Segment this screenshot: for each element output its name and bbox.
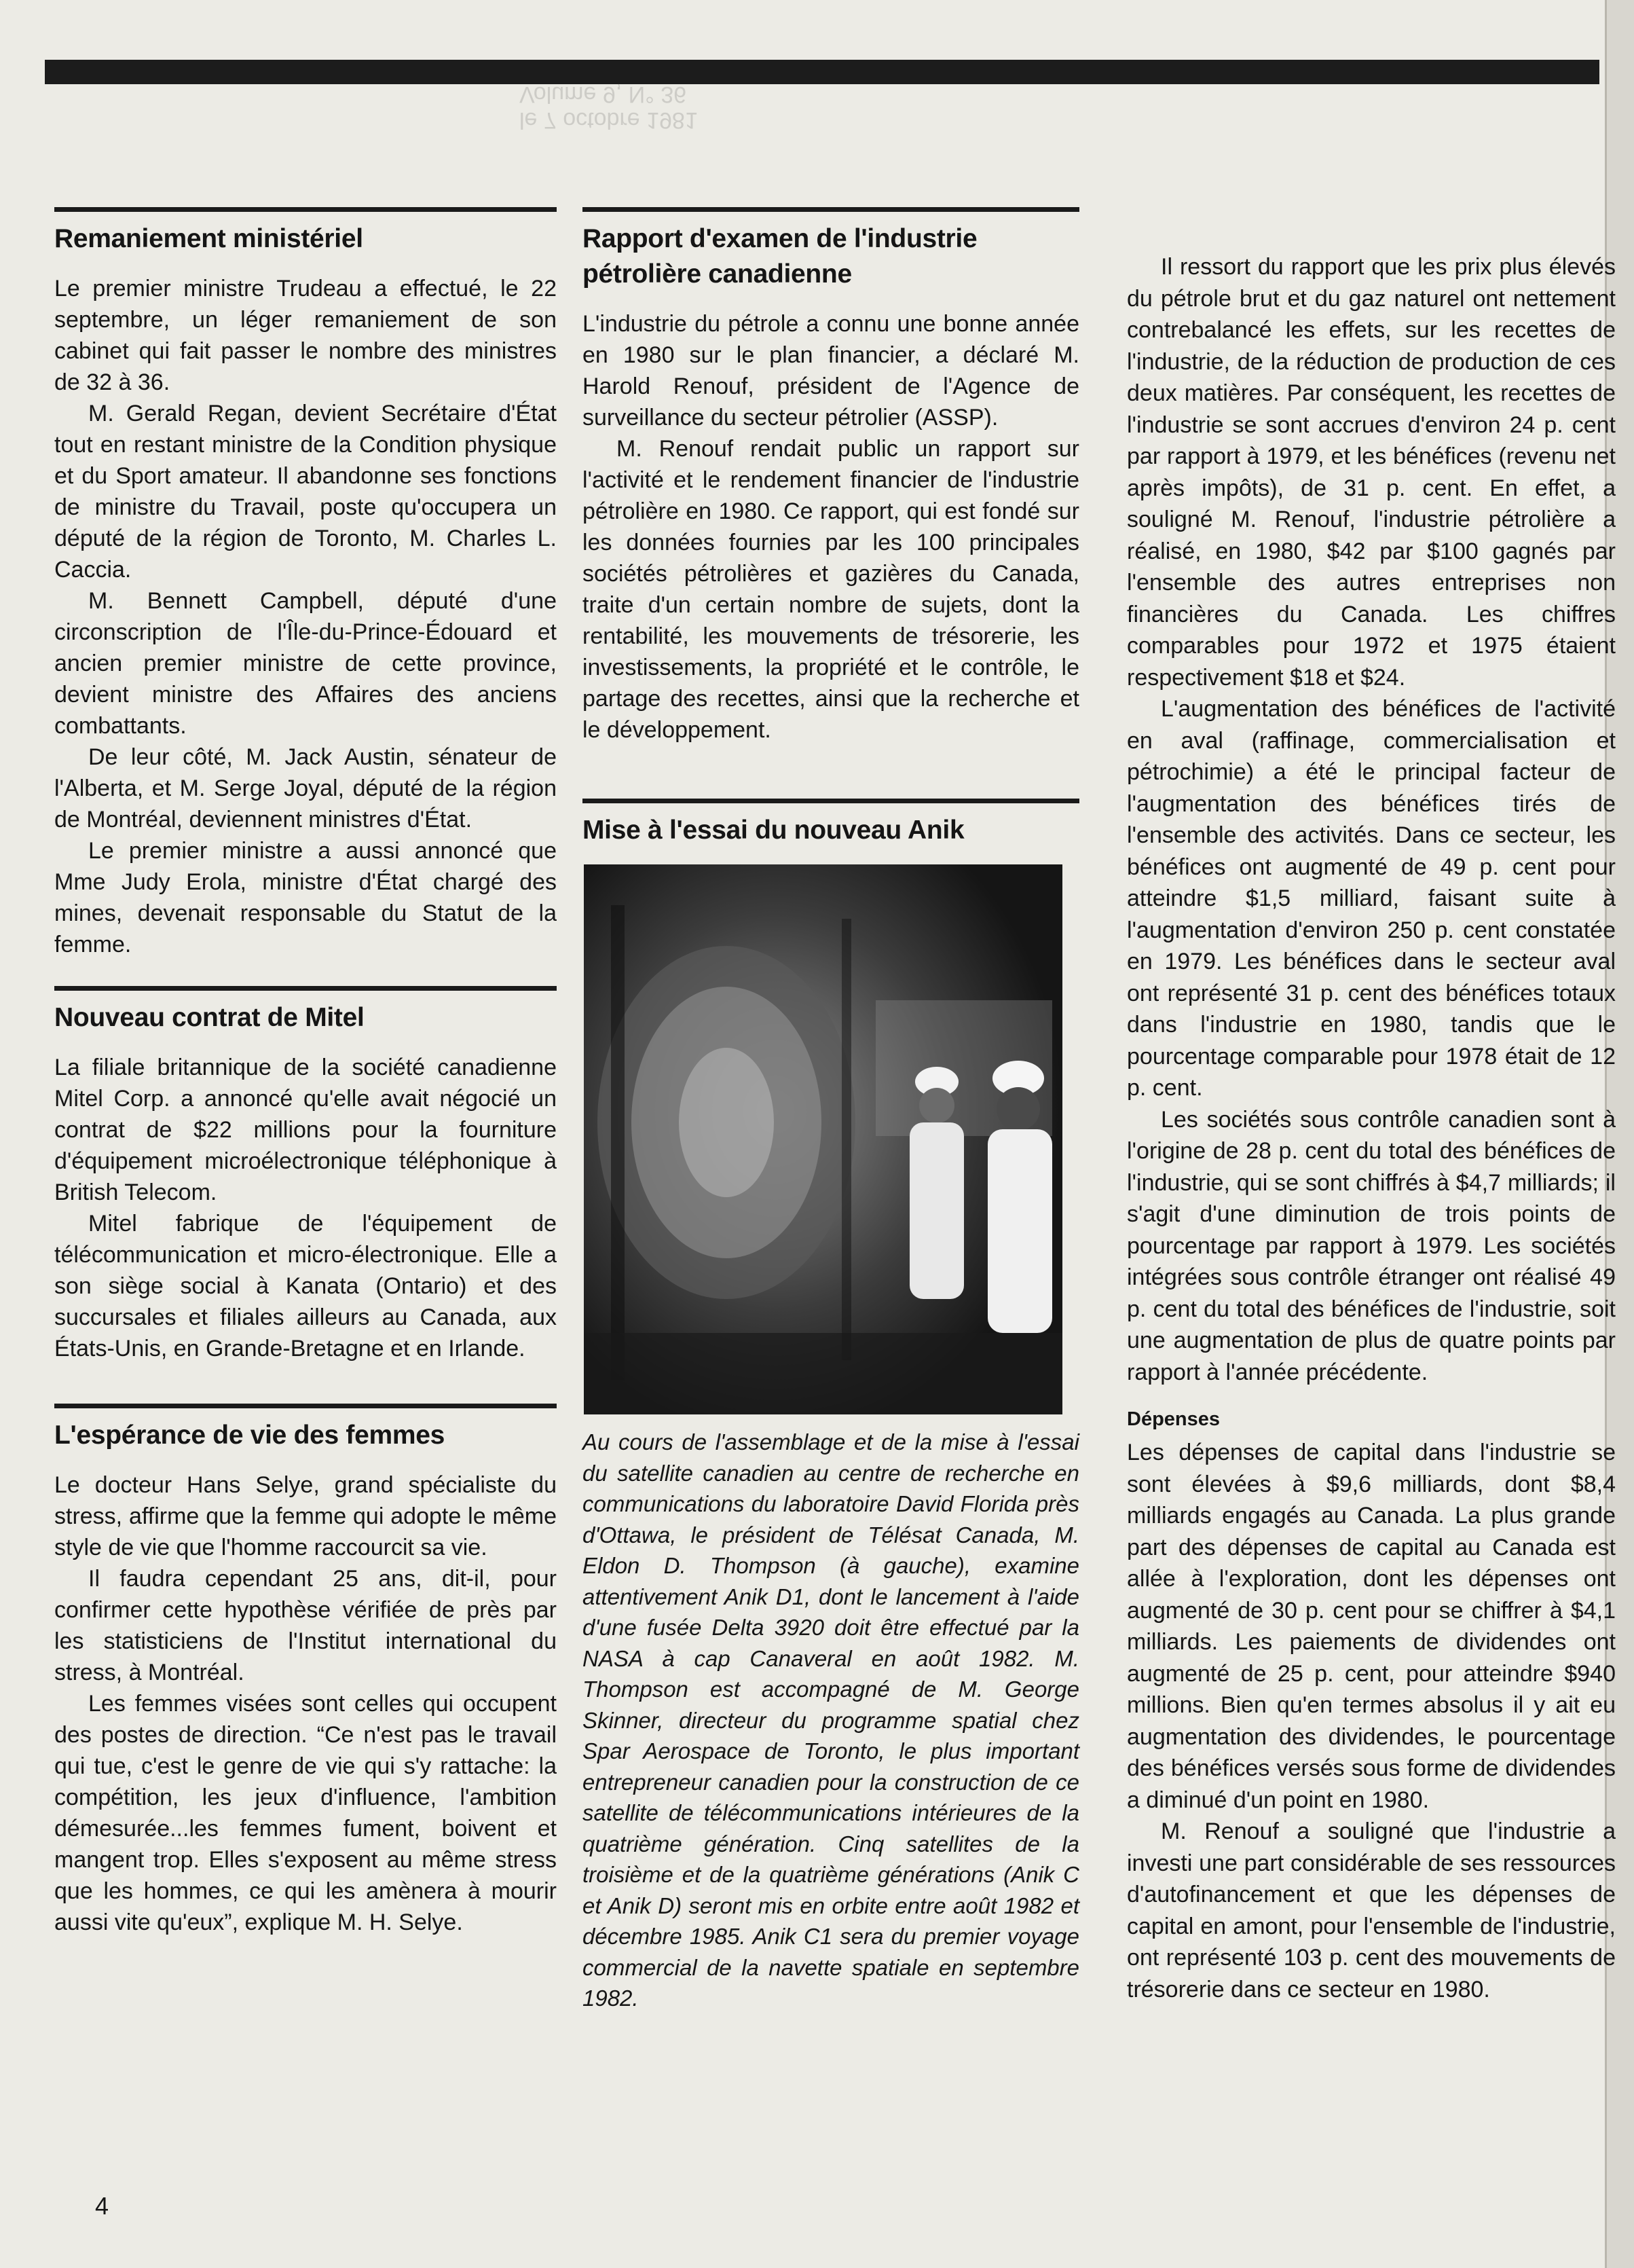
- article-title: Rapport d'examen de l'industrie pétrolière canadienne: [582, 224, 978, 289]
- article-mitel: [54, 986, 557, 1364]
- paragraph: Les femmes visées sont celles qui occupent des postes de direction. “Ce n'est pas le travail qui tue, c'est le genre de vie qui s'y rattache: la compétition, les jeux d'influence, l'ambition démesurée...les femmes fument, boivent et mangent trop. Elles s'exposent au même stress que les hommes, ce qui les amènera à mourir aussi vite qu'eux”, explique M. H. Selye.: [54, 1691, 557, 1935]
- satellite-photo: [584, 864, 1062, 1414]
- column-right: [1127, 251, 1616, 2005]
- section-rule: [582, 207, 1079, 212]
- bleed-through-text: [519, 81, 859, 217]
- section-rule: [54, 207, 557, 212]
- article-anik: [582, 799, 1079, 2014]
- paragraph: M. Gerald Regan, devient Secrétaire d'État tout en restant ministre de la Condition physique et du Sport amateur. Il abandonne ses fonctions de ministre du Travail, poste qu'occupera un député de la région de Toronto, M. Charles L. Caccia.: [54, 401, 557, 583]
- article-title: Mise à l'essai du nouveau Anik: [582, 816, 965, 845]
- photo-caption: Au cours de l'assemblage et de la mise à l'essai du satellite canadien au centre de recherche en communications du laboratoire David Florida près d'Ottawa, le président de Télésat Canada, M. Eldon D. Thompson (à gauche), examine attentivement Anik D1, dont le lancement à l'aide d'une fusée Delta 3920 doit être effectué par la NASA à cap Canaveral en août 1982. M. Thompson est accompagné de M. George Skinner, directeur du programme spatial chez Spar Aerospace de Toronto, le plus important entrepreneur canadien pour la construction de ce satellite de télécommunications intérieures de la quatrième génération. Cinq satellites de la troisième et de la quatrième générations (Anik C et Anik D) seront mis en orbite entre août 1982 et décembre 1985. Anik C1 sera du premier voyage commercial de la navette spatiale en septembre 1982.: [582, 1429, 1079, 2011]
- paragraph: Mitel fabrique de l'équipement de télécommunication et micro-électronique. Elle a son siège social à Kanata (Ontario) et des succursales et filiales ailleurs au Canada, aux États-Unis, en Grande-Bretagne et en Irlande.: [54, 1211, 557, 1361]
- paragraph: La filiale britannique de la société canadienne Mitel Corp. a annoncé qu'elle avait négocié un contrat de $22 millions pour la fourniture d'équipement microélectronique téléphonique à British Telecom.: [54, 1055, 557, 1205]
- article-remaniement: [54, 207, 557, 960]
- article-title: Remaniement ministériel: [54, 224, 363, 253]
- subheading: Dépenses: [1127, 1408, 1221, 1430]
- article-title: L'espérance de vie des femmes: [54, 1421, 445, 1450]
- paragraph: Le premier ministre Trudeau a effectué, le 22 septembre, un léger remaniement de son cabinet qui fait passer le nombre des ministres de 32 à 36.: [54, 276, 557, 395]
- header-bar: [45, 60, 1599, 84]
- article-title: Nouveau contrat de Mitel: [54, 1003, 365, 1032]
- section-rule: [54, 986, 557, 991]
- satellite-photo-illustration: [584, 864, 1062, 1414]
- section-rule: [54, 1404, 557, 1408]
- paragraph: Il ressort du rapport que les prix plus élevés du pétrole brut et du gaz naturel ont nettement contrebalancé les effets, sur les recettes de l'industrie, de la réduction de production de ces deux matières. Par conséquent, les recettes de l'industrie se sont accrues d'environ 24 p. cent par rapport à 1979, et les bénéfices (revenu net après impôts), de 31 p. cent. En effet, a souligné M. Renouf, l'industrie pétrolière a réalisé, en 1980, $42 par $100 gagnés par l'ensemble des autres entreprises non financières du Canada. Les chiffres comparables pour 1972 et 1975 étaient respectivement $18 et $24.: [1127, 254, 1616, 691]
- paragraph: De leur côté, M. Jack Austin, sénateur de l'Alberta, et M. Serge Joyal, député de la région de Montréal, deviennent ministres d'État.: [54, 744, 557, 833]
- paragraph: M. Bennett Campbell, député d'une circonscription de l'Île-du-Prince-Édouard et ancien premier ministre de cette province, devient ministre des Affaires des anciens combattants.: [54, 588, 557, 739]
- paragraph: Il faudra cependant 25 ans, dit-il, pour confirmer cette hypothèse vérifiée de près par les statisticiens de l'Institut international du stress, à Montréal.: [54, 1566, 557, 1685]
- paragraph: Les dépenses de capital dans l'industrie se sont élevées à $9,6 milliards, dont $8,4 milliards engagés au Canada. La plus grande part des dépenses de capital au Canada est allée à l'exploration, dont les dépenses ont augmenté de 30 p. cent pour se chiffrer à $4,1 milliards. Les paiements de dividendes ont augmenté de 25 p. cent, pour atteindre $940 millions. Bien qu'en termes absolus il y ait eu augmentation des dividendes, le pourcentage des bénéfices versés sous forme de dividendes a diminué d'un point en 1980.: [1127, 1440, 1616, 1813]
- column-left: [54, 207, 557, 1953]
- paragraph: M. Renouf a souligné que l'industrie a investi une part considérable de ses ressources d'autofinancement et que les dépenses de capital en amont, pour l'ensemble de l'industrie, ont représenté 103 p. cent des mouvements de trésorerie dans ce secteur en 1980.: [1127, 1818, 1616, 2002]
- ghost-line-1: Volume 9, N° 36: [519, 81, 687, 107]
- paragraph: M. Renouf rendait public un rapport sur l'activité et le rendement financier de l'industrie pétrolière en 1980. Ce rapport, qui est fondé sur les données fournies par les 100 principales sociétés pétrolières et gazières du Canada, traite d'un certain nombre de sujets, dont la rentabilité, les mouvements de trésorerie, les investissements, la propriété et le contrôle, le partage des recettes, ainsi que la recherche et le développement.: [582, 436, 1079, 743]
- section-rule: [582, 799, 1079, 803]
- paragraph: L'augmentation des bénéfices de l'activité en aval (raffinage, commercialisation et pétrochimie) a été le principal facteur de l'augmentation des bénéfices tirés de l'ensemble des activités. Dans ce secteur, les bénéfices ont augmenté de 49 p. cent pour atteindre $1,5 milliard, faisant suite à l'augmentation d'environ 250 p. cent constatée en 1979. Les bénéfices dans le secteur aval ont représenté 31 p. cent des bénéfices totaux dans l'industrie en 1980, tandis que le pourcentage comparable pour 1978 était de 12 p. cent.: [1127, 696, 1616, 1101]
- paragraph: Les sociétés sous contrôle canadien sont à l'origine de 28 p. cent du total des bénéfices de l'industrie, qui se sont chiffrés à $4,7 milliards; il s'agit d'une diminution de trois points de pourcentage par rapport à 1979. Les sociétés intégrées sous contrôle étranger ont réalisé 49 p. cent du total des bénéfices de l'industrie, soit une augmentation de plus de quatre points par rapport à l'année précédente.: [1127, 1106, 1616, 1385]
- article-esperance: [54, 1404, 557, 1938]
- paragraph: Le premier ministre a aussi annoncé que Mme Judy Erola, ministre d'État chargé des mines, devenait responsable du Statut de la femme.: [54, 838, 557, 957]
- ghost-line-2: le 7 octobre 1981: [519, 107, 698, 133]
- page-number: 4: [95, 2192, 109, 2220]
- column-middle: [582, 207, 1079, 2029]
- paragraph: L'industrie du pétrole a connu une bonne année en 1980 sur le plan financier, a déclaré M. Harold Renouf, président de l'Agence de surveillance du secteur pétrolier (ASSP).: [582, 311, 1079, 431]
- paragraph: Le docteur Hans Selye, grand spécialiste du stress, affirme que la femme qui adopte le même style de vie que l'homme raccourcit sa vie.: [54, 1472, 557, 1560]
- article-rapport: [582, 207, 1079, 746]
